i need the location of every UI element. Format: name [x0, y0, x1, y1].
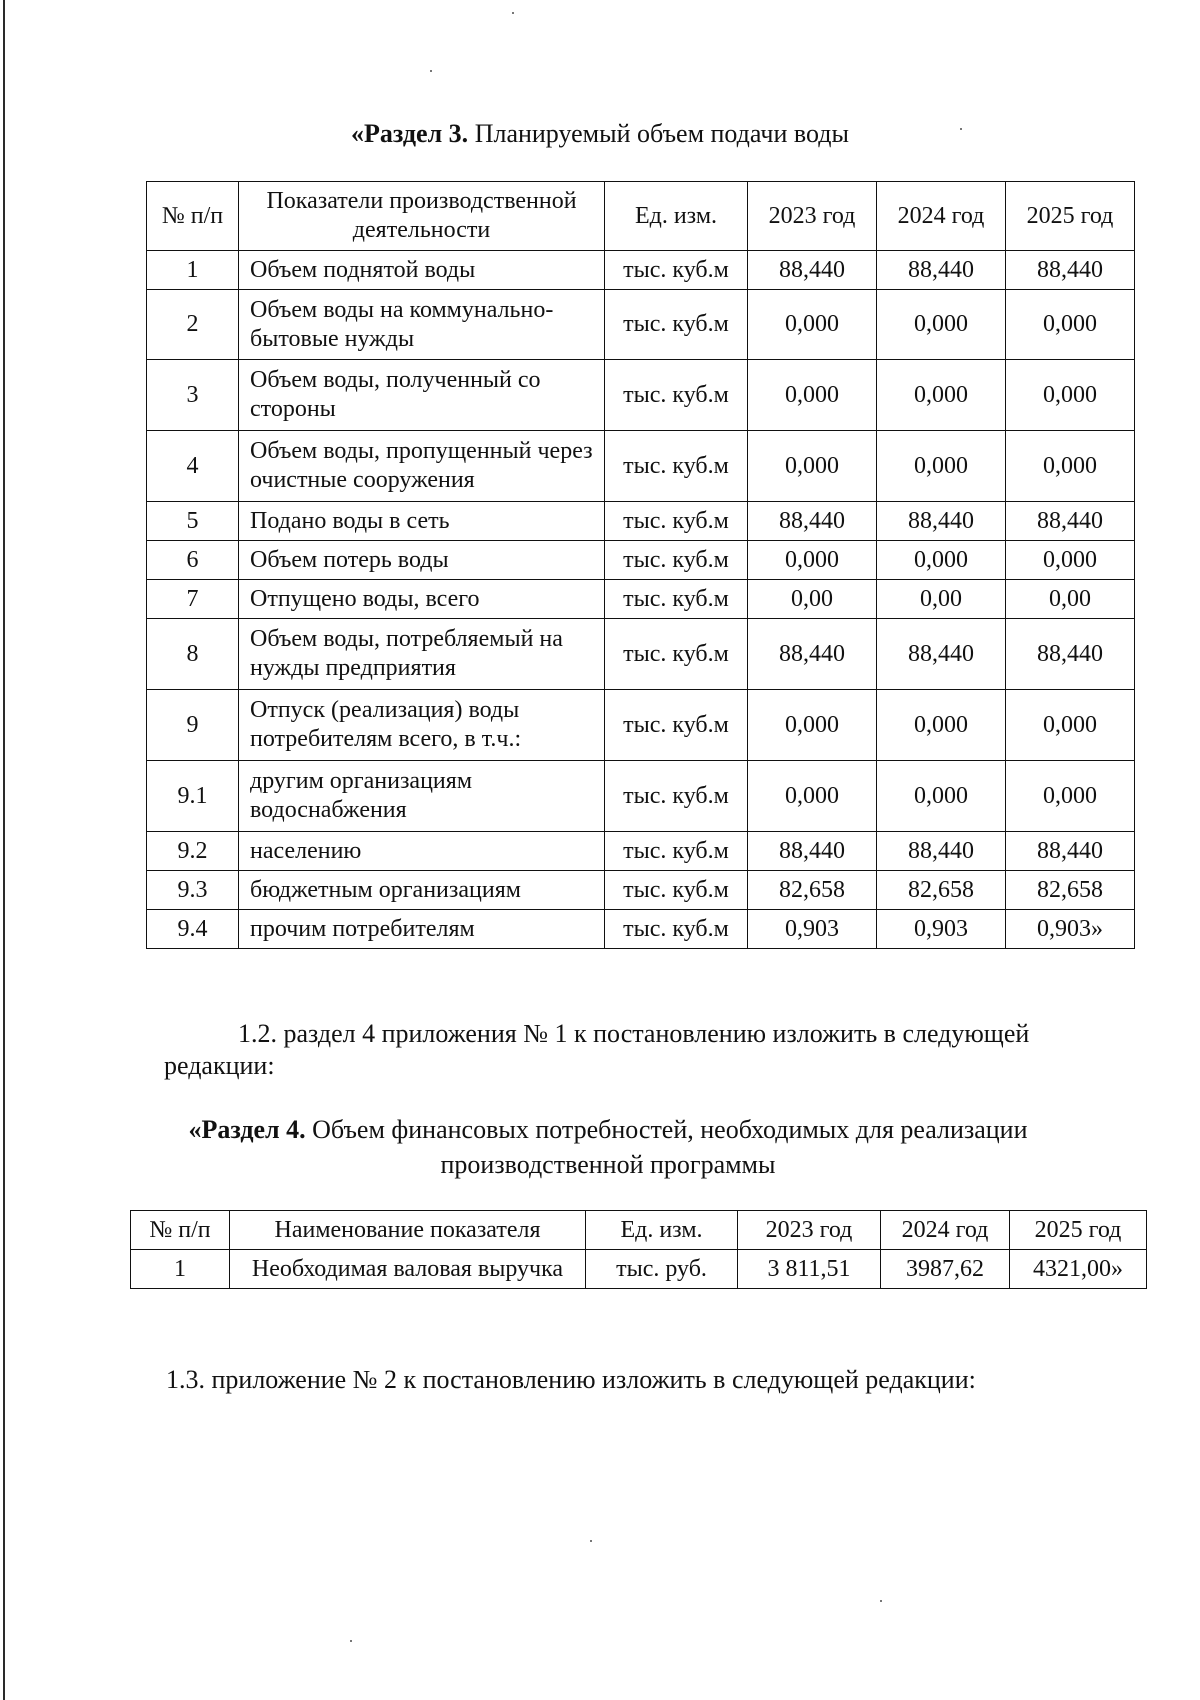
section3-table-header-row: [147, 182, 1135, 251]
section4-title-text: Объем финансовых потребностей, необходимых для реализации: [312, 1115, 1028, 1144]
row-unit: тыс. куб.м: [605, 761, 748, 832]
section3-title-bold: «Раздел 3.: [351, 119, 469, 148]
section4-table-header-row: [131, 1211, 1147, 1250]
row-num: 6: [147, 541, 239, 580]
row-num: 2: [147, 290, 239, 360]
header-2024: 2024 год: [877, 182, 1006, 251]
row-value-2025: 0,000: [1006, 360, 1135, 431]
row-value-2025: 4321,00»: [1010, 1250, 1147, 1289]
header-2023: 2023 год: [738, 1211, 881, 1250]
row-value-2024: 0,000: [877, 761, 1006, 832]
row-value-2024: 0,000: [877, 431, 1006, 502]
header-2025: 2025 год: [1006, 182, 1135, 251]
row-num: 9: [147, 690, 239, 761]
table-row: [147, 502, 1135, 541]
row-value-2025: 0,903»: [1006, 910, 1135, 949]
row-name: Объем потерь воды: [239, 541, 605, 580]
row-value-2024: 0,000: [877, 541, 1006, 580]
row-unit: тыс. куб.м: [605, 690, 748, 761]
row-unit: тыс. куб.м: [605, 832, 748, 871]
row-value-2024: 0,000: [877, 290, 1006, 360]
row-unit: тыс. куб.м: [605, 290, 748, 360]
row-value-2023: 88,440: [748, 502, 877, 541]
table-row: [147, 290, 1135, 360]
row-value-2023: 3 811,51: [738, 1250, 881, 1289]
row-unit: тыс. куб.м: [605, 541, 748, 580]
table-row: [147, 832, 1135, 871]
row-unit: тыс. куб.м: [605, 580, 748, 619]
row-value-2023: 0,00: [748, 580, 877, 619]
row-value-2023: 88,440: [748, 619, 877, 690]
row-value-2025: 88,440: [1006, 619, 1135, 690]
header-num: № п/п: [147, 182, 239, 251]
row-value-2023: 0,000: [748, 690, 877, 761]
row-num: 9.2: [147, 832, 239, 871]
header-unit: Ед. изм.: [586, 1211, 738, 1250]
row-value-2025: 0,000: [1006, 541, 1135, 580]
row-name: Отпуск (реализация) воды потребителям всего, в т.ч.:: [239, 690, 605, 761]
row-num: 5: [147, 502, 239, 541]
row-name: Объем поднятой воды: [239, 251, 605, 290]
row-value-2024: 3987,62: [881, 1250, 1010, 1289]
header-unit: Ед. изм.: [605, 182, 748, 251]
scan-page-edge: [3, 0, 5, 1700]
row-name: Необходимая валовая выручка: [230, 1250, 586, 1289]
row-unit: тыс. куб.м: [605, 910, 748, 949]
table-row: [147, 251, 1135, 290]
table-row: [131, 1250, 1147, 1289]
row-value-2024: 0,000: [877, 690, 1006, 761]
row-value-2025: 0,00: [1006, 580, 1135, 619]
section3-title-text: Планируемый объем подачи воды: [474, 119, 849, 148]
scan-speck: [590, 1540, 592, 1542]
row-name: другим организациям водоснабжения: [239, 761, 605, 832]
scan-speck: [350, 1640, 352, 1642]
row-unit: тыс. куб.м: [605, 360, 748, 431]
section4-table: [130, 1210, 1147, 1289]
row-value-2023: 0,000: [748, 360, 877, 431]
row-unit: тыс. куб.м: [605, 431, 748, 502]
row-name: прочим потребителям: [239, 910, 605, 949]
row-value-2025: 88,440: [1006, 832, 1135, 871]
table-row: [147, 619, 1135, 690]
row-value-2025: 88,440: [1006, 502, 1135, 541]
row-name: Объем воды на коммунально-бытовые нужды: [239, 290, 605, 360]
row-num: 9.4: [147, 910, 239, 949]
row-value-2025: 0,000: [1006, 290, 1135, 360]
section4-title-bold: «Раздел 4.: [188, 1115, 306, 1144]
row-value-2024: 0,903: [877, 910, 1006, 949]
header-2025: 2025 год: [1010, 1211, 1147, 1250]
row-value-2024: 88,440: [877, 619, 1006, 690]
table-row: [147, 761, 1135, 832]
row-name: Объем воды, полученный со стороны: [239, 360, 605, 431]
table-row: [147, 690, 1135, 761]
header-2024: 2024 год: [881, 1211, 1010, 1250]
row-value-2024: 88,440: [877, 502, 1006, 541]
row-num: 4: [147, 431, 239, 502]
row-unit: тыс. куб.м: [605, 619, 748, 690]
row-name: Подано воды в сеть: [239, 502, 605, 541]
row-value-2025: 0,000: [1006, 431, 1135, 502]
scan-speck: [960, 128, 962, 130]
scan-speck: [512, 12, 514, 14]
row-name: Отпущено воды, всего: [239, 580, 605, 619]
row-num: 9.1: [147, 761, 239, 832]
row-unit: тыс. куб.м: [605, 251, 748, 290]
row-num: 7: [147, 580, 239, 619]
row-unit: тыс. куб.м: [605, 871, 748, 910]
row-name: населению: [239, 832, 605, 871]
table-row: [147, 360, 1135, 431]
row-name: бюджетным организациям: [239, 871, 605, 910]
row-num: 9.3: [147, 871, 239, 910]
row-value-2023: 0,000: [748, 290, 877, 360]
row-value-2024: 88,440: [877, 251, 1006, 290]
row-num: 1: [147, 251, 239, 290]
scan-speck: [430, 70, 432, 72]
paragraph-1-2-line2: редакции:: [164, 1051, 275, 1080]
header-indicator: Показатели производственной деятельности: [239, 182, 605, 251]
row-name: Объем воды, пропущенный через очистные сооружения: [239, 431, 605, 502]
row-value-2025: 0,000: [1006, 690, 1135, 761]
header-indicator: Наименование показателя: [230, 1211, 586, 1250]
paragraph-1-2-line1: 1.2. раздел 4 приложения № 1 к постановлению изложить в следующей: [238, 1019, 1030, 1048]
row-value-2023: 0,000: [748, 431, 877, 502]
section3-table: [146, 181, 1135, 949]
table-row: [147, 871, 1135, 910]
header-num: № п/п: [131, 1211, 230, 1250]
row-value-2024: 0,000: [877, 360, 1006, 431]
row-value-2023: 0,000: [748, 761, 877, 832]
section4-heading-line2: производственной программы: [440, 1150, 776, 1179]
row-num: 8: [147, 619, 239, 690]
row-value-2024: 82,658: [877, 871, 1006, 910]
row-value-2024: 88,440: [877, 832, 1006, 871]
row-value-2025: 88,440: [1006, 251, 1135, 290]
row-name: Объем воды, потребляемый на нужды предприятия: [239, 619, 605, 690]
scan-speck: [880, 1600, 882, 1602]
section3-heading: [0, 118, 1200, 150]
row-unit: тыс. куб.м: [605, 502, 748, 541]
header-2023: 2023 год: [748, 182, 877, 251]
table-row: [147, 431, 1135, 502]
row-value-2023: 88,440: [748, 251, 877, 290]
row-num: 1: [131, 1250, 230, 1289]
row-value-2023: 82,658: [748, 871, 877, 910]
row-value-2023: 0,000: [748, 541, 877, 580]
table-row: [147, 541, 1135, 580]
row-value-2025: 82,658: [1006, 871, 1135, 910]
table-row: [147, 580, 1135, 619]
row-unit: тыс. руб.: [586, 1250, 738, 1289]
section4-heading-line1: [28, 1114, 1188, 1146]
row-value-2023: 0,903: [748, 910, 877, 949]
table-row: [147, 910, 1135, 949]
paragraph-1-3: 1.3. приложение № 2 к постановлению изложить в следующей редакции:: [166, 1365, 976, 1394]
row-value-2023: 88,440: [748, 832, 877, 871]
row-value-2025: 0,000: [1006, 761, 1135, 832]
row-num: 3: [147, 360, 239, 431]
row-value-2024: 0,00: [877, 580, 1006, 619]
